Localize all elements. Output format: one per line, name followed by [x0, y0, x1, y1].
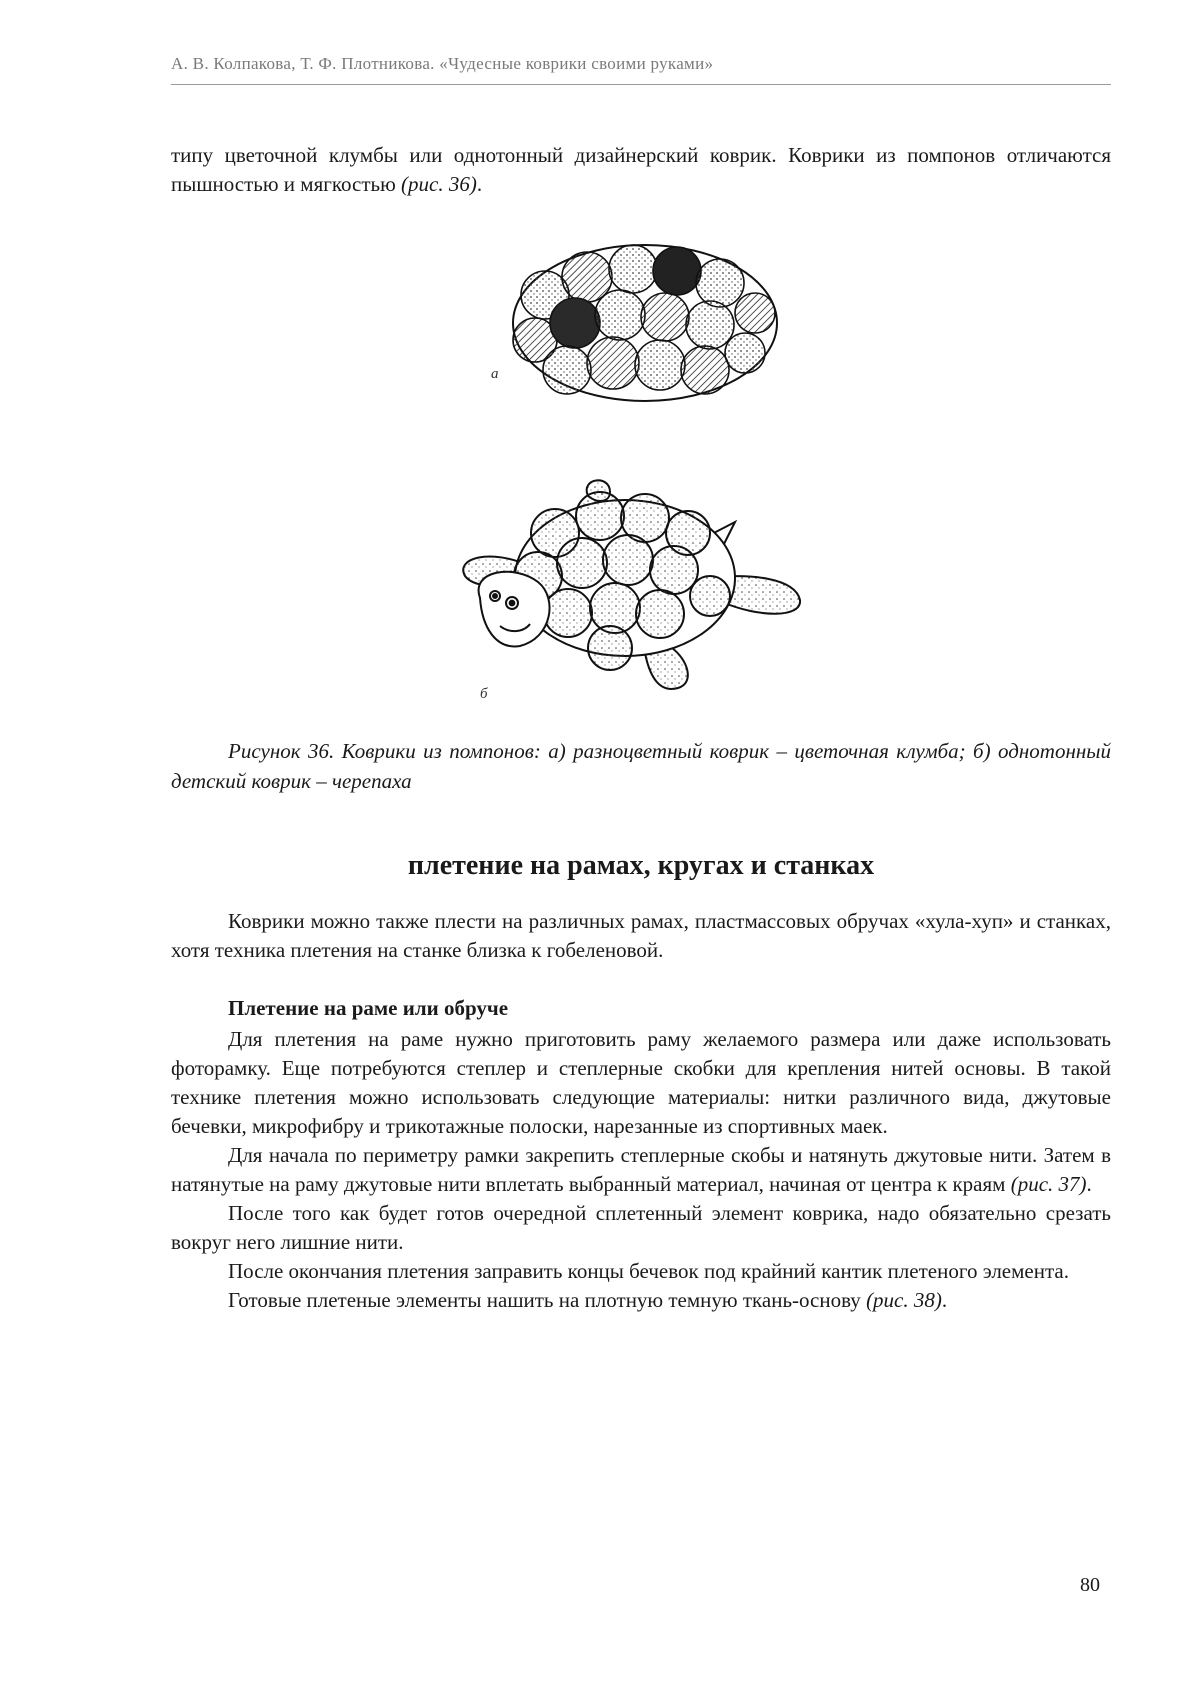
section-title: плетение на рамах, кругах и станках [407, 850, 875, 881]
header-rule [171, 84, 1111, 85]
paragraph-1: Для плетения на раме нужно приготовить раму желаемого размера или даже использовать фоторамку. Еще потребуются степлер и степлерные скобки для крепления нитей основы. В такой технике плетения можно использовать следующие материалы: нитки различного вида, джутовые бечевки, микрофибру и трикотажные полоски, нарезанные из спортивных маек. [171, 1027, 1111, 1138]
intro-text: типу цветочной клумбы или однотонный дизайнерский коврик. Коврики из помпонов отличаются пышностью и мягкостью [171, 143, 1111, 196]
paragraph-5-end: . [941, 1288, 948, 1312]
figure-label-a: а [491, 366, 499, 382]
paragraph-4: После окончания плетения заправить концы бечевок под крайний кантик плетеного элемента. [228, 1259, 1069, 1283]
figure-reference-38: (рис. 38) [866, 1288, 942, 1312]
figure-reference: (рис. 36) [401, 172, 477, 196]
figure-reference-37: (рис. 37) [1010, 1172, 1087, 1196]
intro-text-end: . [476, 172, 483, 196]
paragraph-2 [171, 1141, 1111, 1199]
flowerbed-rug-drawing [505, 235, 785, 415]
paragraph-3: После того как будет готов очередной сплетенный элемент коврика, надо обязательно срезать вокруг него лишние нити. [171, 1201, 1111, 1254]
paragraph-2-text: Для начала по периметру рамки закрепить степлерные скобы и натянуть джутовые нити. Затем в натянутые на раму джутовые нити вплетать выбранный материал, начиная от центра к краям [171, 1143, 1111, 1196]
section-paragraph: Коврики можно также плести на различных рамах, пластмассовых обручах «хула-хуп» и станках, хотя техника плетения на станке близка к гобеленовой. [171, 909, 1111, 962]
figure-caption: Рисунок 36. Коврики из помпонов: а) разноцветный коврик – цветочная клумба; б) однотонный детский коврик – черепаха [171, 739, 1111, 793]
turtle-rug-drawing [460, 478, 830, 718]
page-number: 80 [1080, 1574, 1100, 1596]
subsection-body [171, 1025, 1111, 1315]
subsection-title: Плетение на раме или обруче [228, 996, 509, 1020]
paragraph-5-text: Готовые плетеные элементы нашить на плотную темную ткань-основу [228, 1288, 867, 1312]
paragraph-5 [171, 1286, 1111, 1315]
intro-paragraph [171, 141, 1111, 199]
running-header: А. В. Колпакова, Т. Ф. Плотникова. «Чудесные коврики своими руками» [171, 54, 714, 73]
paragraph-2-end: . [1086, 1172, 1092, 1196]
figure-label-b: б [480, 686, 488, 702]
